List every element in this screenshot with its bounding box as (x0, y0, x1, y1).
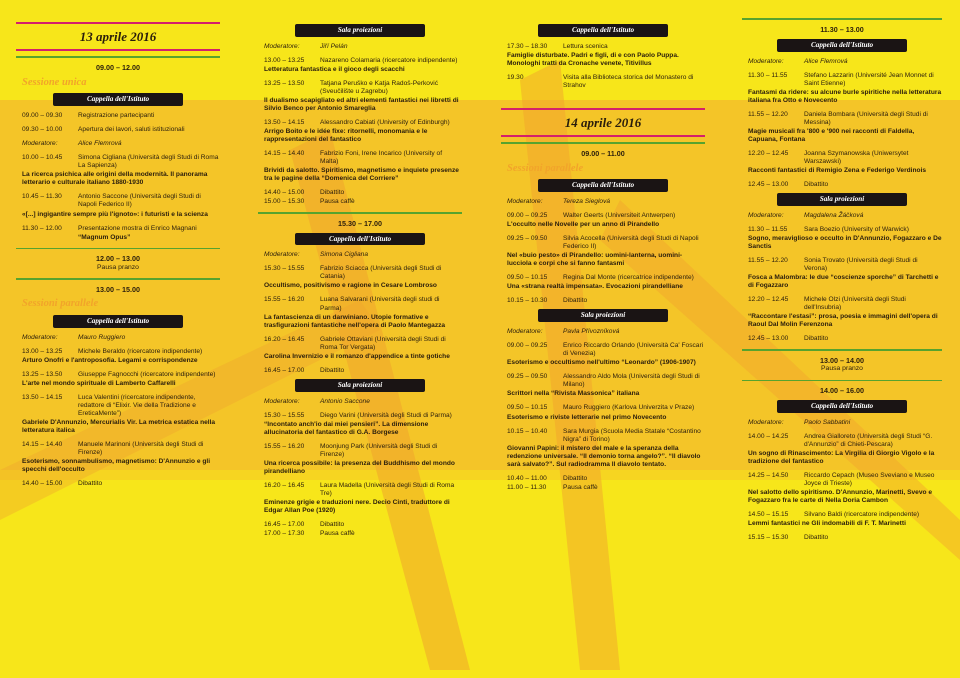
speaker: Moonjung Park (Università degli Studi di Firenze) (320, 442, 438, 458)
talk-title: “Magnum Opus” (78, 233, 131, 241)
schedule-row (748, 111, 942, 127)
green-divider (258, 212, 462, 214)
time: 13.50 – 14.15 (22, 394, 63, 402)
time: 15.30 – 15.55 (264, 265, 305, 273)
column-april-13-afternoon (258, 0, 462, 678)
time-block: 09.00 – 11.00 (581, 148, 625, 158)
schedule-row (507, 342, 705, 358)
time: 15.30 – 15.55 (264, 411, 305, 419)
time: 14.40 – 15.00 (22, 480, 63, 488)
talk-title: La ricerca psichica alle origini della modernità. Il panorama letterario e culturale italiano 1880-1930 (22, 171, 208, 187)
time-block: 09.00 – 12.00 (96, 62, 140, 72)
moderator-label: Moderatore: (748, 211, 784, 219)
schedule-row (264, 150, 462, 166)
schedule-row (507, 404, 705, 412)
schedule-row (507, 297, 705, 305)
speaker: Dibattito (320, 189, 345, 197)
speaker: Michele Beraldo (ricercatore indipendente) (78, 348, 203, 356)
talk-title: Esoterismo e riviste letterarie nel primo Novecento (507, 413, 667, 421)
column-april-14-morning (501, 0, 705, 678)
schedule-row (264, 443, 462, 459)
speaker: Simona Cigliana (Università degli Studi di Roma La Sapienza) (78, 154, 219, 170)
speaker: Andrea Gialloreto (Università degli Studi “G. d'Annunzio” di Chieti-Pescara) (804, 432, 933, 448)
time: 13.25 – 13.50 (264, 79, 305, 87)
talk-title: Arturo Onofri e l'antroposofia. Legami e corrispondenze (22, 357, 198, 365)
pink-divider (16, 22, 220, 24)
schedule-row (22, 154, 220, 170)
talk-title: Esoterismo e occultismo nell'ultimo “Leonardo” (1906-1907) (507, 359, 696, 367)
time: 12.20 – 12.45 (748, 296, 789, 303)
speaker: Silvia Acocella (Università degli Studi di Napoli Federico II) (563, 235, 699, 251)
talk-title: Racconti fantastici di Remigio Zena e Federigo Verdinois (748, 166, 927, 174)
talk-title: Letteratura fantastica e il gioco degli scacchi (264, 65, 405, 73)
moderator-name: Magdalena Žáčková (804, 211, 864, 219)
schedule-row (22, 371, 220, 379)
schedule-row (507, 428, 705, 444)
green-divider (16, 278, 220, 280)
schedule-row (264, 367, 462, 375)
schedule-row (264, 296, 462, 312)
time: 17.30 – 18.30 (507, 42, 548, 50)
speaker: Dibattito (563, 474, 588, 482)
schedule-row (748, 296, 942, 312)
schedule-row (264, 119, 462, 127)
moderator-label: Moderatore: (507, 328, 543, 336)
speaker: Sonia Trovato (Università degli Studi di Verona) (804, 256, 918, 272)
speaker: Dibattito (320, 366, 345, 374)
time: 10.15 – 10.30 (507, 297, 548, 305)
time-block: 13.00 – 15.00 (96, 284, 140, 294)
schedule-row (22, 112, 220, 120)
column-april-14-midday (742, 0, 942, 678)
speaker: Dibattito (804, 534, 829, 542)
green-divider (742, 349, 942, 351)
schedule-row (22, 480, 220, 488)
speaker: Gabriele Ottaviani (Università degli Studi di Roma Tor Vergata) (320, 335, 446, 351)
time-block: 15.30 – 17.00 (338, 218, 382, 228)
time: 13.00 – 13.25 (264, 56, 305, 64)
talk-title: Lemmi fantastici ne Gli indomabili di F. T. Marinetti (748, 520, 906, 528)
time: 15.55 – 16.20 (264, 296, 305, 304)
schedule-row (748, 72, 942, 88)
talk-title: Esoterismo, sonnambulismo, magnetismo: D'Annunzio e gli specchi dell'occulto (22, 458, 211, 474)
schedule-row (748, 472, 942, 488)
column-april-13-morning (16, 0, 220, 678)
green-divider (742, 18, 942, 20)
time: 12.20 – 12.45 (748, 149, 789, 157)
time: 09.00 – 09.30 (22, 112, 63, 120)
moderator-label: Moderatore: (264, 42, 300, 50)
moderator (22, 334, 220, 342)
schedule-row (264, 57, 462, 65)
schedule-row (748, 150, 942, 166)
time: 11.30 – 11.55 (748, 225, 788, 233)
speaker: Regina Dal Monte (ricercatrice indipendente) (563, 274, 694, 282)
schedule-row (507, 274, 705, 282)
time: 14.40 – 15.00 (264, 189, 305, 197)
talk-title: Occultismo, positivismo e ragione in Cesare Lombroso (264, 282, 437, 290)
schedule-row (507, 475, 705, 483)
moderator-name: Paolo Sabbatini (804, 418, 851, 426)
time: 12.45 – 13.00 (748, 335, 789, 343)
schedule-row (22, 193, 220, 209)
speaker: Dibattito (78, 480, 103, 488)
speaker: Riccardo Cepach (Museo Sveviano e Museo Joyce di Trieste) (804, 471, 935, 487)
speaker: Visita alla Biblioteca storica del Monastero di Strahov (563, 73, 694, 89)
time-block (16, 255, 220, 272)
speaker: Silvano Baldi (ricercatore indipendente) (804, 511, 920, 519)
moderator (748, 58, 942, 66)
speaker: Stefano Lazzarin (Université Jean Monnet di Saint Etienne) (804, 71, 934, 87)
time: 09.50 – 10.15 (507, 404, 548, 412)
speaker: Joanna Szymanowska (Uniwersytet Warszawski) (804, 149, 909, 165)
talk-title: Sogno, meraviglioso e occulto in D'Annunzio, Fogazzaro e De Sanctis (748, 234, 942, 250)
time: 12.45 – 13.00 (748, 180, 789, 188)
speaker: Daniela Bombara (Università degli Studi di Messina) (804, 110, 928, 126)
schedule-row (748, 511, 942, 519)
speaker: Tatjana Peruško e Katja Radoš-Perković (Sveučilište u Zagrebu) (320, 79, 439, 95)
speaker: Apertura dei lavori, saluti istituzionali (78, 126, 185, 134)
time: 09.00 – 09.25 (507, 212, 548, 220)
talk-title: «[...] ingigantire sempre più l'ignoto»: i futuristi e la scienza (22, 210, 208, 218)
speaker: Walter Geerts (Universiteit Antwerpen) (563, 212, 676, 220)
talk-title: Famiglie disturbate. Padri e figli, di e con Paolo Puppa. Monologhi tratti da Cronache venete, Titivillus (507, 51, 679, 67)
moderator-name: Alice Flemrová (78, 140, 122, 148)
speaker: Laura Madella (Università degli Studi di Roma Tre) (320, 481, 455, 497)
time: 11.30 – 12.00 (22, 224, 62, 232)
talk-title: Un sogno di Rinascimento: La Virgilia di Giorgio Vigolo e la tradizione del fantastico (748, 449, 935, 465)
moderator (22, 140, 220, 148)
moderator-label: Moderatore: (22, 334, 58, 342)
time: 16.45 – 17.00 (264, 520, 305, 528)
time: 15.00 – 15.30 (264, 198, 305, 206)
room-label: Cappella dell'Istituto (777, 39, 907, 52)
time: 19.30 (507, 73, 524, 81)
room-label: Sala proiezioni (777, 193, 907, 206)
time: 10.00 – 10.45 (22, 154, 63, 162)
speaker: Michele Olzi (Università degli Studi dell'Insubria) (804, 296, 906, 312)
moderator-label: Moderatore: (507, 198, 543, 206)
schedule-row (22, 441, 220, 457)
talk-title: La fantascienza di un darwiniano. Utopie formative e trasfigurazioni fantastiche nell'opera di Paolo Mantegazza (264, 313, 446, 329)
speaker: Sara Murgia (Scuola Media Statale “Costantino Nigra” di Torino) (563, 427, 701, 443)
time-range: 13.00 – 14.00 (820, 355, 864, 365)
green-divider (501, 142, 705, 144)
schedule-row (264, 530, 462, 538)
talk-title: Nel «buio pesto» di Pirandello: uomini-lanterna, uomini-lucciola e corpi che si fanno fantasmi (507, 252, 683, 268)
speaker: Manuele Marinoni (Università degli Studi di Firenze) (78, 441, 204, 457)
room-label: Sala proiezioni (538, 309, 668, 322)
speaker: Alessandro Aldo Mola (Università degli Studi di Milano) (563, 373, 700, 389)
time: 14.50 – 15.15 (748, 511, 789, 519)
moderator (264, 251, 462, 259)
time: 09.25 – 09.50 (507, 373, 548, 381)
speaker: Luca Valentini (ricercatore indipendente, redattore di “Elixir. Vie della Tradizione e EreticaMente”) (78, 394, 196, 418)
schedule-row (264, 521, 462, 529)
speaker: Mauro Ruggiero (Karlova Univerzita v Praze) (563, 404, 695, 412)
time: 14.15 – 14.40 (22, 441, 63, 449)
speaker: Dibattito (804, 335, 829, 343)
time: 15.15 – 15.30 (748, 534, 789, 542)
room-label: Cappella dell'Istituto (538, 179, 668, 192)
time: 16.20 – 16.45 (264, 335, 305, 343)
moderator-label: Moderatore: (264, 251, 300, 259)
speaker: Dibattito (320, 520, 345, 528)
time-block: 14.00 – 16.00 (820, 386, 864, 396)
schedule-row (507, 74, 705, 90)
time: 11.30 – 11.55 (748, 71, 788, 79)
speaker: Lettura scenica (563, 42, 608, 50)
time: 16.20 – 16.45 (264, 481, 305, 489)
speaker: Pausa caffè (563, 483, 598, 491)
moderator-name: Pavla Přívozníková (563, 328, 620, 336)
schedule-row (748, 534, 942, 542)
moderator (264, 43, 462, 51)
green-divider (742, 380, 942, 382)
schedule-row (748, 181, 942, 189)
time: 11.00 – 11.30 (507, 483, 547, 491)
room-label: Cappella dell'Istituto (538, 24, 668, 37)
schedule-row (264, 482, 462, 498)
room-label: Sala proiezioni (295, 379, 425, 392)
break-label: Pausa pranzo (97, 263, 139, 271)
speaker: Diego Varini (Università degli Studi di Parma) (320, 411, 452, 419)
room-label: Cappella dell'Istituto (53, 93, 183, 106)
talk-title: Carolina Invernizio e il romanzo d'appendice a tinte gotiche (264, 352, 450, 360)
time: 13.50 – 14.15 (264, 119, 305, 126)
schedule-row (748, 433, 942, 449)
time: 13.00 – 13.25 (22, 348, 63, 356)
room-label: Cappella dell'Istituto (53, 315, 183, 328)
speaker: Dibattito (804, 180, 829, 188)
time: 11.55 – 12.20 (748, 110, 788, 118)
talk-title: Una «strana realtà impensata». Evocazioni pirandelliane (507, 283, 683, 291)
time-range: 12.00 – 13.00 (96, 254, 140, 264)
break-label: Pausa pranzo (821, 365, 863, 373)
speaker: Antonio Saccone (Università degli Studi di Napoli Federico II) (78, 193, 201, 209)
room-label: Sala proiezioni (295, 24, 425, 37)
session-heading: Sessione unica (22, 76, 87, 88)
speaker: Alessandro Cabiati (University of Edinburgh) (320, 119, 450, 126)
time: 10.40 – 11.00 (507, 474, 547, 482)
moderator-label: Moderatore: (22, 140, 58, 148)
schedule-row (22, 126, 220, 134)
moderator-label: Moderatore: (748, 57, 784, 65)
moderator (748, 419, 942, 427)
session-heading: Sessioni parallele (22, 298, 99, 310)
time: 17.00 – 17.30 (264, 529, 305, 537)
time: 16.45 – 17.00 (264, 366, 305, 374)
talk-title: Gabriele D'Annunzio, Mercurialis Vir. La metrica estatica nella letteratura italica (22, 419, 216, 435)
time: 09.30 – 10.00 (22, 126, 63, 134)
moderator-name: Antonio Saccone (320, 397, 370, 405)
time: 13.25 – 13.50 (22, 371, 63, 379)
room-label: Cappella dell'Istituto (777, 400, 907, 413)
schedule-row (748, 226, 942, 234)
time: 09.00 – 09.25 (507, 342, 548, 350)
talk-title: L'occulto nelle Novelle per un anno di Pirandello (507, 221, 660, 229)
schedule-row (264, 80, 462, 96)
time: 09.25 – 09.50 (507, 235, 548, 243)
schedule-row (264, 412, 462, 420)
session-heading: Sessioni parallele (507, 162, 584, 174)
green-divider (16, 248, 220, 250)
date-heading: 13 aprile 2016 (79, 29, 157, 44)
talk-title: Scrittori nella “Rivista Massonica” italiana (507, 390, 640, 398)
speaker: Nazareno Colamaria (ricercatore indipendente) (320, 56, 458, 64)
speaker: Fabrizio Sciacca (Università degli Studi di Catania) (320, 265, 442, 281)
talk-title: Una ricerca possibile: la presenza del Buddhismo del mondo pirandelliano (264, 459, 455, 475)
speaker: Pausa caffè (320, 529, 355, 537)
green-divider (16, 56, 220, 58)
speaker: Registrazione partecipanti (78, 112, 155, 120)
schedule-row (264, 265, 462, 281)
talk-title: Il dualismo scapigliato ed altri elementi fantastici nei libretti di Silvio Benco per Antonio Smareglia (264, 96, 459, 112)
time-block (742, 357, 942, 374)
moderator (748, 212, 942, 220)
moderator-name: Simona Cigliana (320, 251, 369, 259)
talk-title: Giovanni Papini: il mistero del male e la speranza della redenzione universale. “Il demonio torna angelo?”. “Il diavolo sarà salvato?”. Sul radiodramma Il diavolo tentato. (507, 444, 701, 468)
moderator-name: Tereza Sieglová (563, 198, 611, 206)
schedule-row (22, 348, 220, 356)
date-heading: 14 aprile 2016 (564, 114, 642, 130)
talk-title: L'arte nel mondo spirituale di Lamberto Caffarelli (22, 380, 176, 388)
talk-title: Eminenze grigie e traduzioni nere. Decio Cinti, traduttore di Edgar Allan Poe (1920) (264, 498, 450, 514)
moderator-name: Jiří Pelán (320, 42, 348, 50)
talk-title: Arrigo Boito e le idée fixe: ritornelli, monomania e le rappresentazioni del fantastico (264, 128, 428, 144)
time: 10.15 – 10.40 (507, 427, 548, 435)
talk-title: Fosca a Malombra: le due “coscienze sporche” di Tarchetti e di Fogazzaro (748, 273, 939, 289)
schedule-row (507, 43, 705, 51)
time: 14.25 – 14.50 (748, 471, 789, 479)
moderator-label: Moderatore: (748, 418, 784, 426)
time: 11.55 – 12.20 (748, 256, 788, 264)
moderator-label: Moderatore: (264, 397, 300, 405)
time: 14.15 – 14.40 (264, 150, 305, 158)
schedule-row (507, 212, 705, 220)
schedule-row (507, 373, 705, 389)
schedule-row (264, 189, 462, 197)
talk-title: “Incontato anch'io dai miei pensieri”. La dimensione allucinatoria del fantastico di G.A. Borgese (264, 420, 429, 436)
room-label: Cappella dell'Istituto (295, 233, 425, 246)
speaker: Fabrizio Foni, Irene Incarico (University of Malta) (320, 150, 443, 166)
time: 10.45 – 11.30 (22, 193, 62, 201)
talk-title: “Raccontare l'estasi”: prosa, poesia e immagini dell'opera di Raoul Dal Molin Ferenzona (748, 313, 938, 329)
schedule-row (748, 335, 942, 343)
moderator-name: Mauro Ruggiero (78, 334, 126, 342)
speaker: Enrico Riccardo Orlando (Università Ca' Foscari di Venezia) (563, 342, 704, 358)
talk-title: Brividi da salotto. Spiritismo, magnetismo e inquiete presenze tra le pagine della “Domenica del Corriere” (264, 167, 459, 183)
time: 09.50 – 10.15 (507, 274, 548, 282)
talk-title: Fantasmi da ridere: su alcune burle spiritiche nella letteratura italiana fra Otto e Novecento (748, 88, 942, 104)
talk-title: Nel salotto dello spiritismo. D'Annunzio, Marinetti, Svevo e Fogazzaro fra le carte di Nella Doria Cambon (748, 489, 933, 505)
schedule-row (507, 235, 705, 251)
talk-title: Magie musicali fra '800 e '900 nei racconti di Faldella, Capuana, Fontana (748, 127, 915, 143)
speaker: Giuseppe Fagnocchi (ricercatore indipendente) (78, 371, 216, 379)
pink-divider (501, 108, 705, 110)
moderator-name: Alice Flemrová (804, 57, 848, 65)
moderator (507, 198, 705, 206)
schedule-row (264, 198, 462, 206)
moderator (507, 328, 705, 336)
time: 15.55 – 16.20 (264, 442, 305, 450)
speaker: Luana Salvarani (Università degli studi di Parma) (320, 296, 440, 312)
schedule-row (22, 394, 220, 418)
schedule-row (507, 484, 705, 492)
time: 14.00 – 14.25 (748, 432, 789, 440)
schedule-row (22, 225, 220, 233)
speaker: Dibattito (563, 297, 588, 305)
schedule-row (264, 336, 462, 352)
speaker: Presentazione mostra di Enrico Magnani (78, 224, 197, 232)
schedule-row (748, 257, 942, 273)
speaker: Pausa caffè (320, 198, 355, 206)
speaker: Sara Boezio (University of Warwick) (804, 225, 909, 233)
moderator (264, 398, 462, 406)
time-block: 11.30 – 13.00 (820, 25, 864, 34)
